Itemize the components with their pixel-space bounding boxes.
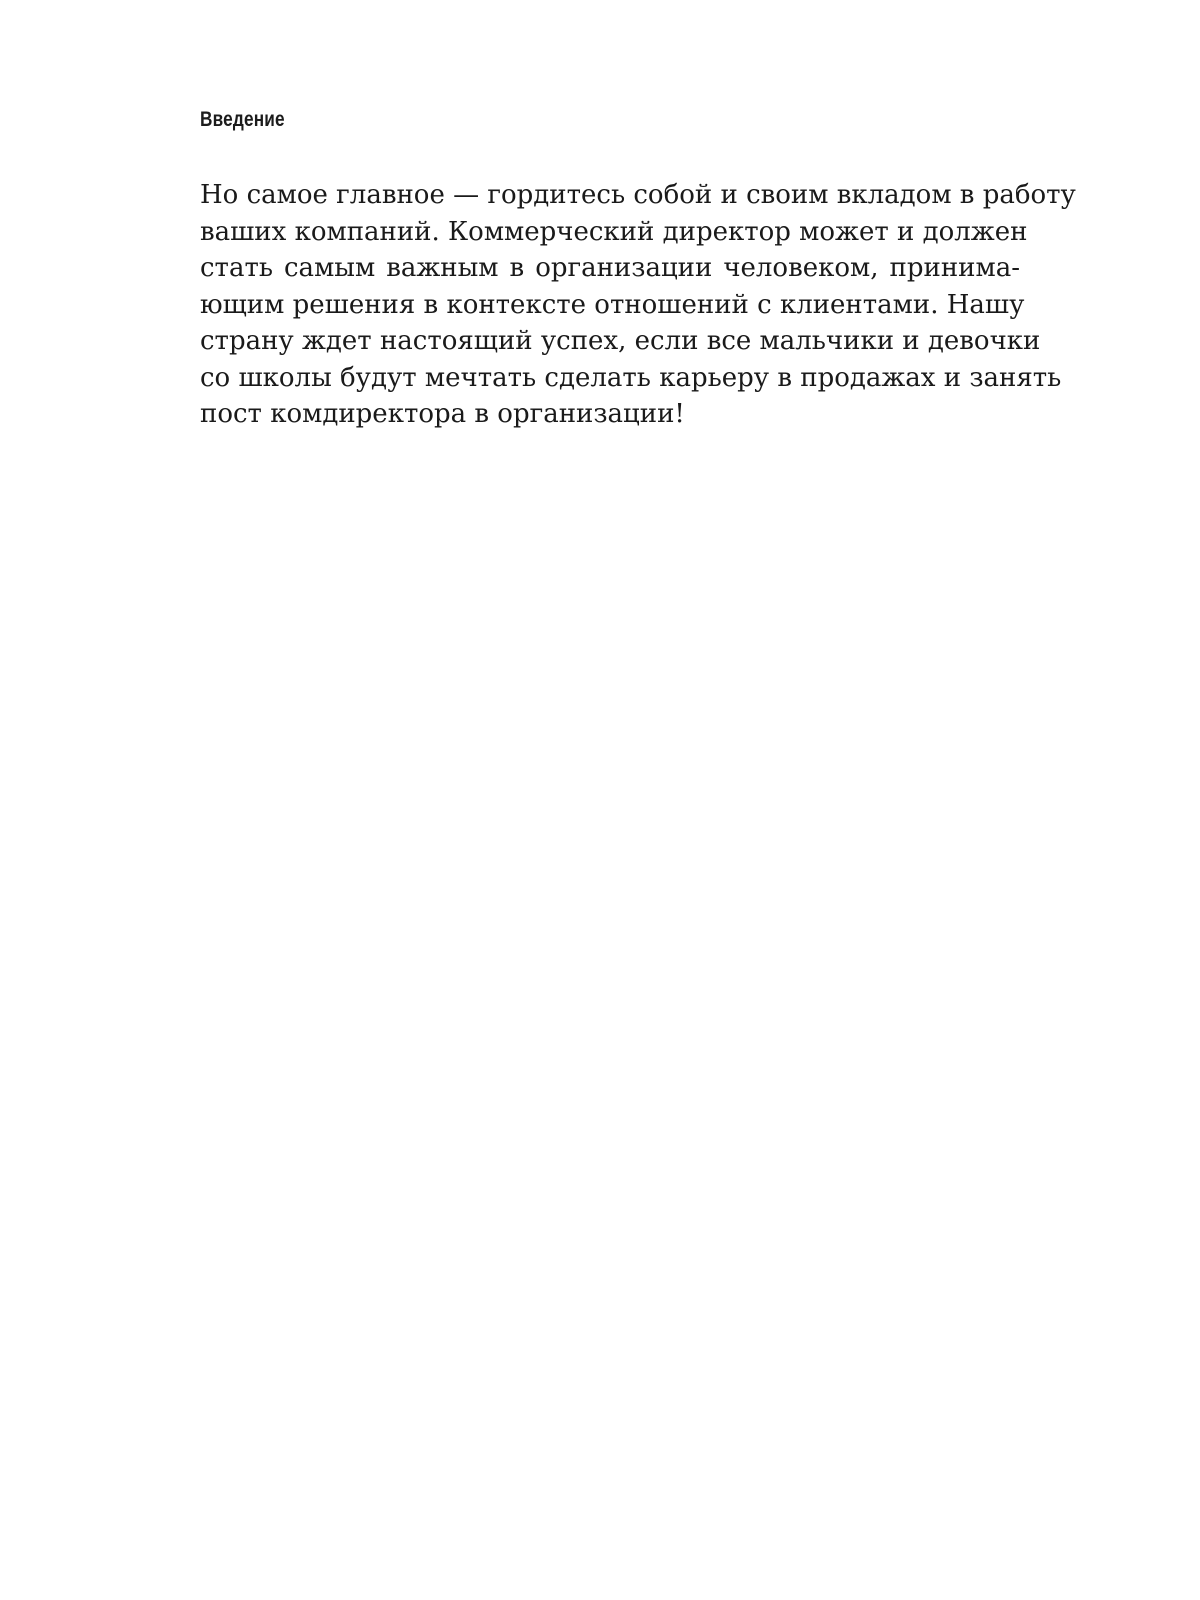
paragraph-line: ющим решения в контексте отношений с клиентами. Нашу bbox=[200, 289, 1025, 320]
running-head: Введение bbox=[200, 108, 285, 131]
paragraph-line: страну ждет настоящий успех, если все мальчики и девочки bbox=[200, 326, 1041, 356]
body-paragraph bbox=[200, 177, 1076, 433]
paragraph-line: ваших компаний. Коммерческий директор может и должен bbox=[200, 216, 1028, 247]
paragraph-line: Но самое главное — гордитесь собой и своим вкладом в работу bbox=[200, 180, 1076, 210]
paragraph-line: со школы будут мечтать сделать карьеру в продажах и занять bbox=[200, 362, 1062, 393]
paragraph-line: пост комдиректора в организации! bbox=[200, 399, 685, 429]
paragraph-line: стать самым важным в организации человеком, принима- bbox=[200, 253, 1020, 283]
